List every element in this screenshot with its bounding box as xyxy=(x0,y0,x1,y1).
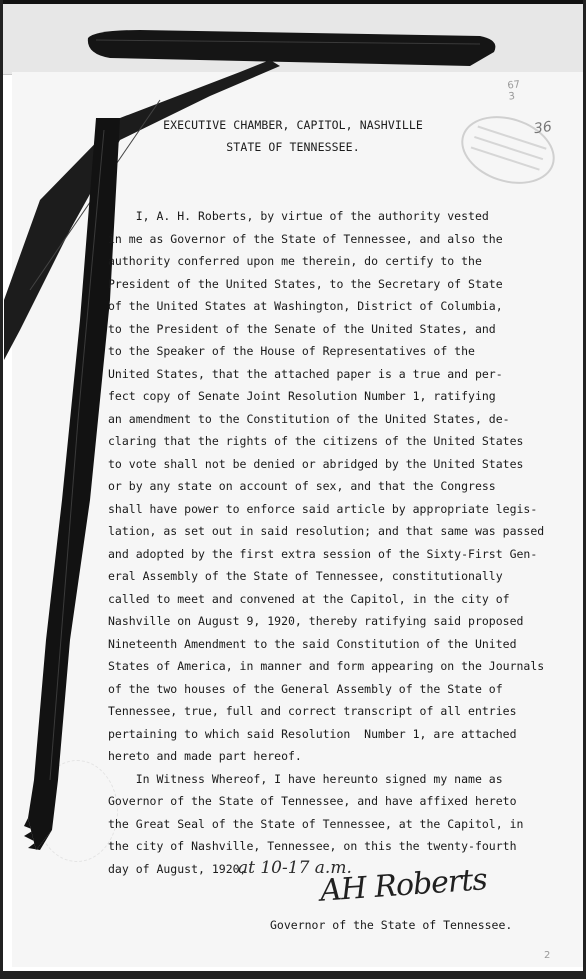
body-line: hereto and made part hereof. xyxy=(108,749,302,763)
body-line: claring that the rights of the citizens of the United States xyxy=(108,434,524,448)
body-line: to the President of the Senate of the United States, and xyxy=(108,321,496,336)
body-line: the Great Seal of the State of Tennessee, at the Capitol, in xyxy=(108,816,524,831)
body-line: or by any state on account of sex, and that the Congress xyxy=(108,479,496,493)
body-line: I, A. H. Roberts, by virtue of the authority vested xyxy=(108,209,489,223)
handwritten-time: at 10-17 a.m. xyxy=(238,858,352,878)
letterhead-line-2: STATE OF TENNESSEE. xyxy=(226,140,360,154)
governor-signature: AH Roberts xyxy=(318,862,488,909)
body-line: States of America, in manner and form appearing on the Journals xyxy=(108,659,545,673)
body-line: Governor of the State of Tennessee, and have affixed hereto xyxy=(108,794,517,808)
body-line: in me as Governor of the State of Tennessee, and also the xyxy=(108,231,503,246)
corner-mark: 2 xyxy=(544,950,551,961)
body-line: Nineteenth Amendment to the said Constitution of the United xyxy=(108,636,517,651)
body-line: United States, that the attached paper is a true and per- xyxy=(108,366,503,381)
body-line: pertaining to which said Resolution Number 1, are attached xyxy=(108,726,517,741)
body-line: shall have power to enforce said article by appropriate legis- xyxy=(108,501,538,516)
pencil-mark: 67 xyxy=(506,79,521,92)
scan-border-left xyxy=(0,0,3,979)
body-line: eral Assembly of the State of Tennessee, constitutionally xyxy=(108,569,503,583)
body-line: to vote shall not be denied or abridged by the United States xyxy=(108,456,524,471)
pencil-marks xyxy=(507,79,522,102)
body-line: day of August, 1920, xyxy=(108,861,247,876)
page-number: 36 xyxy=(532,118,553,138)
body-line: of the two houses of the General Assembly of the State of xyxy=(108,681,503,696)
body-line: Tennessee, true, full and correct transcript of all entries xyxy=(108,704,517,718)
body-line: of the United States at Washington, District of Columbia, xyxy=(108,299,503,313)
body-line: called to meet and convened at the Capitol, in the city of xyxy=(108,591,510,606)
body-line: fect copy of Senate Joint Resolution Number 1, ratifying xyxy=(108,389,496,403)
body-line: In Witness Whereof, I have hereunto signed my name as xyxy=(108,771,503,786)
body-line: lation, as set out in said resolution; and that same was passed xyxy=(108,524,545,538)
signature-title: Governor of the State of Tennessee. xyxy=(270,918,513,932)
body-line: Nashville on August 9, 1920, thereby ratifying said proposed xyxy=(108,614,524,628)
certificate-body xyxy=(108,205,548,880)
body-line: an amendment to the Constitution of the United States, de- xyxy=(108,411,510,426)
body-line: to the Speaker of the House of Representatives of the xyxy=(108,344,475,358)
body-line: the city of Nashville, Tennessee, on this the twenty-fourth xyxy=(108,839,517,853)
body-line: authority conferred upon me therein, do certify to the xyxy=(108,254,482,268)
body-line: and adopted by the first extra session of the Sixty-First Gen- xyxy=(108,546,538,561)
letterhead-line-1: EXECUTIVE CHAMBER, CAPITOL, NASHVILLE xyxy=(163,118,423,132)
body-line: President of the United States, to the Secretary of State xyxy=(108,276,503,291)
pencil-mark: 3 xyxy=(508,90,516,103)
scan-border-bottom xyxy=(0,971,586,979)
